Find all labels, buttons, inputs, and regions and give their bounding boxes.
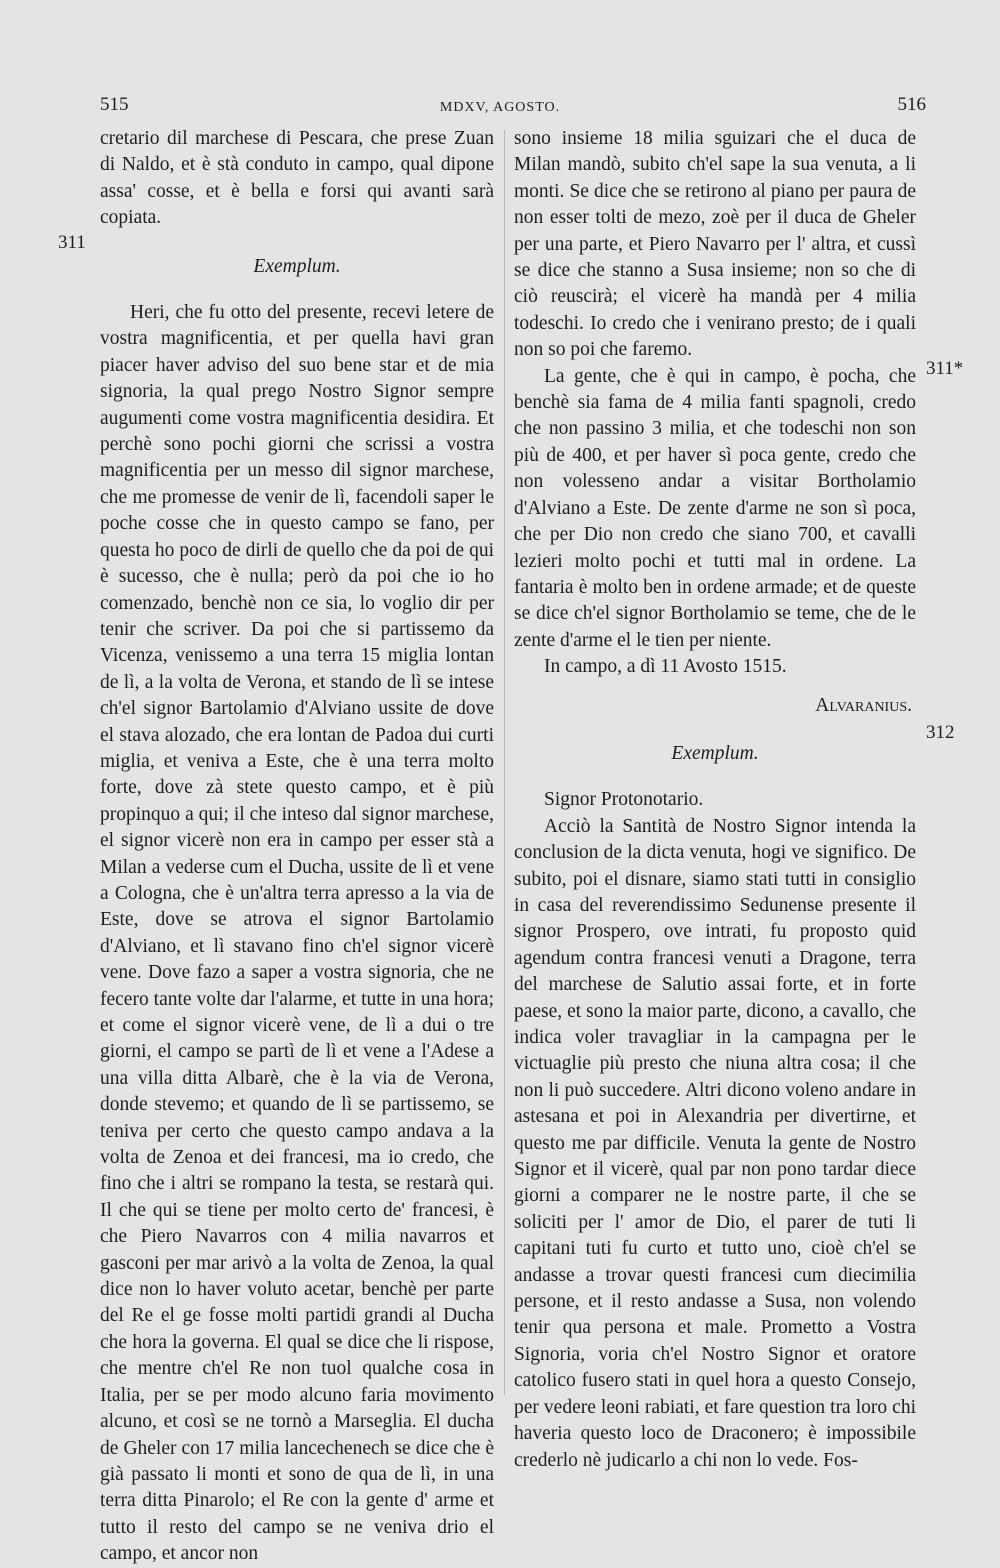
margin-number-right-311: 311* [926,358,964,379]
paragraph: cretario dil marchese di Pescara, che prese Zuan di Naldo, et è stà conduto in campo, qual dipone assa' cosse, et è bella e forsi qui avanti sarà copiata. [100,128,494,229]
paragraph: Acciò la Santità de Nostro Signor intenda la conclusion de la dicta venuta, hogi ve significo. De subito, poi el disnare, siamo stati tutti in consiglio in casa del reverendissimo Sedunense presente il signor Prospero, ove intrati, fu proposto quid agendum contra francesi venuti a Dragone, terra del marchese de Salutio assai forte, et in forte paese, et sono la maior parte, dicono, a cavallo, che indica voler travagliar in la campagna per le victuaglie più presto che niuna altra cosa; il che non li può succedere. Altri dicono voleno andare in astesana et poi in Alexandria per divertirne, et questo me par difficile. Venuta la gente de Nostro Signor et il vicerè, qual par non pono tardar diece giorni a comparer ne le nostre parte, il che se soliciti per l' amor de Dio, el parer de tuti li capitani tuti fu curto et tutto uno, cioè ch'el se andasse a trovar questi francesi cum diecimilia persone, et il resto andasse a Susa, non volendo tenir qua persona et male. Prometto a Vostra Signoria, voria ch'el Nostro Signor et oratore catolico fusero stati in quel hora a questo Consejo, per vedere leoni rabiati, et fare question tra loro chi haveria questo loco de Draconero; è impossibile crederlo nè judicarlo a chi non lo vede. Fos- [514,815,916,1471]
running-header: MDXV, AGOSTO. [439,100,561,115]
margin-number-right-312: 312 [926,722,955,743]
section-heading: Exemplum. [671,742,759,764]
paragraph: La gente, che è qui in campo, è pocha, che benchè sia fama de 4 milia fanti spagnoli, credo che non passino 3 milia, et che todeschi non son più de 400, et per haver sì poca gente, credo che non volesseno andar a visitar Bortholamio d'Alviano a Este. De zente d'arme ne son sì poca, che per Dio non credo che siano 700, et cavalli lezieri molto pochi et tutti mal in ordene. La fantaria è molto ben in ordene armade; et de queste se dice ch'el signor Bortholamio se teme, che de le zente d'arme el le tien per niente. [514,365,916,651]
column-divider [504,130,505,1395]
paragraph: sono insieme 18 milia sguizari che el duca de Milan mandò, subito ch'el sape la sua venuta, a li monti. Se dice che se retirono al piano per paura de non esser tolti de mezo, zoè per il duca de Gheler per una parte, et Piero Navarro per l' altra, et cussì se dice che stanno a Susa insieme; non so che di ciò reuscirà; el vicerè ha mandà per 4 milia todeschi. Io credo che i venirano presto; de i quali non so poi che faremo. [514,128,916,361]
right-column [514,126,916,1474]
section-heading: Exemplum. [253,255,341,277]
signature: Alvaranius. [815,694,912,716]
paragraph: Heri, che fu otto del presente, recevi letere de vostra magnificentia, et per quella havi gran piacer haver adviso del suo bene star et de mia signoria, la qual prego Nostro Signor sempre augumenti come vostra magnificentia desidira. Et perchè sono pochi giorni che scrissi a vostra magnificentia per un messo dil signor marchese, che me promesse de venir de lì, facendoli saper le poche cosse che in questo campo se fano, per questa ho poco de dirli de quello che da poi de qui è sucesso, che è nulla; però da poi che io ho comenzado, benchè non ce sia, lo voglio dir per tenir che scriver. Da poi che si partissemo da Vicenza, venissemo a una terra 15 miglia lontan de lì, a la volta de Verona, et stando de lì se intese ch'el signor Bartolamio d'Alviano ussite de dove el stava alozado, che era lontan de Padoa dui curti miglia, et veniva a Este, che è una terra molto forte, dove zà stete questo campo, et è più propinquo a qui; il che inteso dal signor marchese, el signor vicerè non era in campo per esser stà a Milan a vederse cum el Ducha, ussite de lì et vene a Cologna, che è un'altra terra apresso a la via de Este, dove se atrova el signor Bartolamio d'Alviano, et lì stavano fino ch'el signor vicerè vene. Dove fazo a saper a vostra signoria, che ne fecero tante volte dar l'alarme, et tutte in una hora; et come el signor vicerè vene, de lì a dui o tre giorni, el campo se partì de lì et vene a l'Adese a una villa ditta Albarè, che è la via de Verona, donde stevemo; et quando de lì se partissemo, se teniva per certo che questo campo andava a la volta de Zenoa et dei francesi, ma io credo, che fino che i altri se rompano la testa, se restarà qui. Il che qui se tiene per molto certo de' francesi, è che Piero Navarros con 4 milia navarros et gasconi per mar arivò a la volta de Zenoa, la qual dice non lo haver voluto acetar, benchè per parte del Re el ge fosse molti partidi grandi al Ducha che hora la governa. El qual se dice che li rispose, che mentre ch'el Re non tuol qualche cosa in Italia, per se per modo alcuno faria movimento alcuno, et così se ne tornò a Marseglia. El ducha de Gheler con 17 milia lancechenech se dice che è già passato li monti et sono de qua de lì, in una terra ditta Pinarolo; el Re con la gente d' arme et tutto il resto del campo se ne veniva drio el campo, et ancor non [100,302,494,1565]
left-column [100,126,494,1568]
dateline: In campo, a dì 11 Avosto 1515. [544,656,787,678]
page-number-left: 515 [100,94,129,115]
margin-number-left: 311 [58,232,86,253]
salutation: Signor Protonotario. [544,789,704,811]
page-number-right: 516 [897,94,926,115]
